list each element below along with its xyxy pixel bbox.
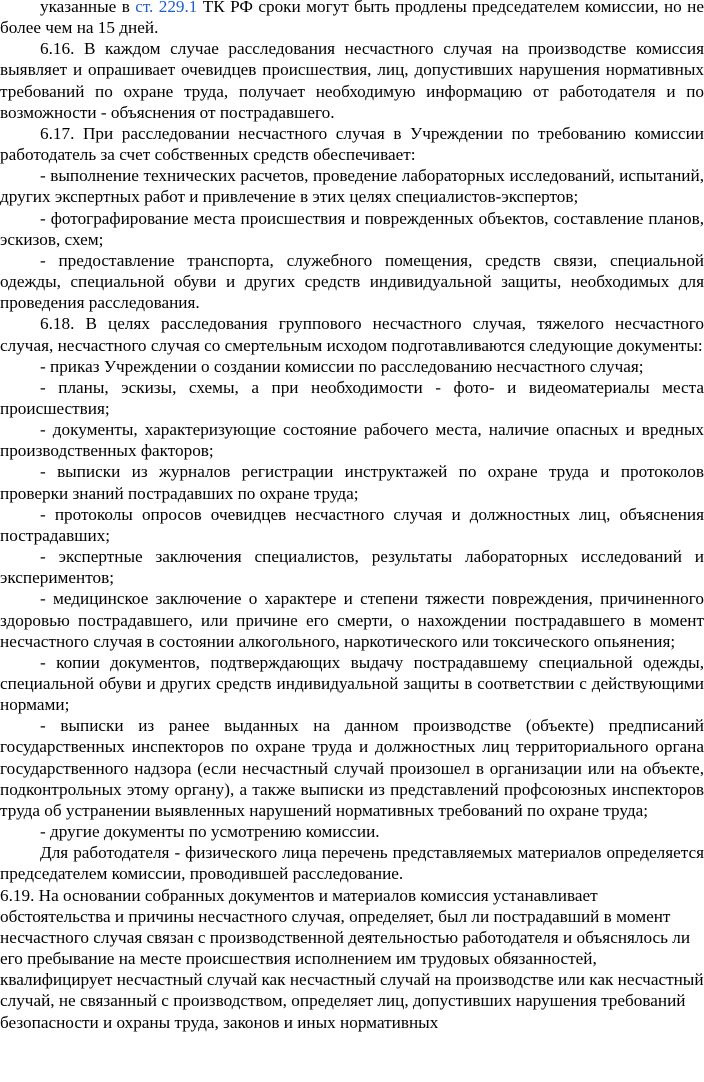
list-item: - протоколы опросов очевидцев несчастного случая и должностных лиц, объяснения пострадавших; [0,504,704,545]
paragraph-6-16: 6.16. В каждом случае расследования несчастного случая на производстве комиссия выявляет и опрашивает очевидцев происшествия, лиц, допустивших нарушения нормативных требований по охране труда, получает необходимую информацию от работодателя и по возможности - объяснения от пострадавшего. [0,39,704,122]
list-item: - приказ Учреждении о создании комиссии по расследованию несчастного случая; [40,356,644,376]
intro-text-after-link: ТК РФ сроки могут быть продлены председателем комиссии, но не более чем на 15 дней. [0,0,704,38]
list-item: - фотографирование места происшествия и поврежденных объектов, составление планов, эскизов, схем; [0,208,704,249]
list-item: - выполнение технических расчетов, проведение лабораторных исследований, испытаний, других экспертных работ и привлечение в этих целях специалистов-экспертов; [0,166,704,207]
employer-paragraph: Для работодателя - физического лица перечень представляемых материалов определяется председателем комиссии, проводившей расследование. [0,843,704,884]
intro-paragraph [0,0,704,38]
list-item: - планы, эскизы, схемы, а при необходимости - фото- и видеоматериалы места происшествия; [0,377,704,418]
list-item: - предоставление транспорта, служебного помещения, средств связи, специальной одежды, специальной обуви и других средств индивидуальной защиты, необходимых для проведения расследования. [0,250,704,313]
intro-text-before-link: указанные в [40,0,136,16]
list-item: - медицинское заключение о характере и степени тяжести повреждения, причиненного здоровью пострадавшего, или причине его смерти, о нахождении пострадавшего в момент несчастного случая в состоянии алкогольного, наркотического или токсического опьянения; [0,589,704,651]
article-229-1-link[interactable]: ст. 229.1 [135,0,198,16]
list-item: - выписки из журналов регистрации инструктажей по охране труда и протоколов проверки знаний пострадавших по охране труда; [0,462,704,503]
paragraph-6-19: 6.19. На основании собранных документов и материалов комиссия устанавливает обстоятельства и причины несчастного случая, определяет, был ли пострадавший в момент несчастного случая связан с производственной деятельностью работодателя и объяснялось ли его пребывание на месте происшествия исполнением им трудовых обязанностей, квалифицирует несчастный случай как несчастный случай на производстве или как несчастный случай, не связанный с производством, определяет лиц, допустивших нарушения требований безопасности и охраны труда, законов и иных нормативных [0,885,704,1032]
paragraph-6-18: 6.18. В целях расследования группового несчастного случая, тяжелого несчастного случая, несчастного случая со смертельным исходом подготавливаются следующие документы: [0,314,704,355]
list-item: - копии документов, подтверждающих выдачу пострадавшему специальной одежды, специальной обуви и других средств индивидуальной защиты в соответствии с действующими нормами; [0,652,704,715]
list-item: - документы, характеризующие состояние рабочего места, наличие опасных и вредных производственных факторов; [0,420,704,461]
list-item: - выписки из ранее выданных на данном производстве (объекте) предписаний государственных инспекторов по охране труда и должностных лиц территориального органа государственного надзора (если несчастный случай произошел в организации или на объекте, подконтрольных этому органу), а также выписки из представлений профсоюзных инспекторов труда об устранении выявленных нарушений нормативных требований по охране труда; [0,716,704,820]
list-item: - экспертные заключения специалистов, результаты лабораторных исследований и экспериментов; [0,547,704,588]
paragraph-6-17: 6.17. При расследовании несчастного случая в Учреждении по требованию комиссии работодатель за счет собственных средств обеспечивает: [0,123,704,165]
list-item: - другие документы по усмотрению комиссии. [40,822,380,842]
